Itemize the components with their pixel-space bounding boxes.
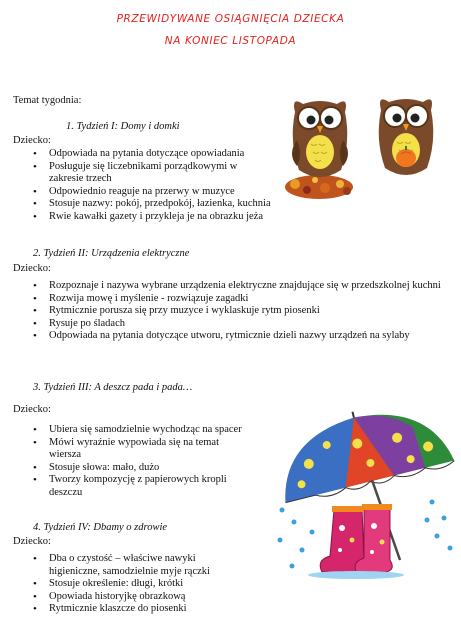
list-item: • Odpowiada na pytania dotyczące opowiadania (33, 148, 303, 161)
week-1-child-label: Dziecko: (13, 135, 51, 146)
list-item: • Mówi wyraźnie wypowiada się na temat wiersza (33, 437, 244, 462)
list-item: • Rozwija mowę i myślenie - rozwiązuje zagadki (33, 293, 453, 306)
owl-right-icon (379, 99, 434, 175)
list-item: • Ubiera się samodzielnie wychodząc na spacer (33, 424, 273, 437)
list-item: • Rwie kawałki gazety i przykleja je na obrazku jeża (33, 211, 303, 224)
umbrella-icon (272, 410, 455, 507)
list-item: • Posługuje się liczebnikami porządkowymi w zakresie trzech (33, 161, 269, 186)
week-3-heading: 3. Tydzień III: A deszcz pada i pada… (33, 382, 193, 393)
list-item: • Odpowiada na pytania dotyczące utworu, rytmicznie dzieli nazwy urządzeń na sylaby (33, 330, 453, 343)
list-item: • Rytmicznie porusza się przy muzyce i wyklaskuje rytm piosenki (33, 305, 453, 318)
autumn-leaves-icon (285, 175, 353, 199)
page-title-line-1: PRZEWIDYWANE OSIĄGNIĘCIA DZIECKA (116, 13, 345, 25)
week-4-child-label: Dziecko: (13, 536, 51, 547)
list-item: • Rytmicznie klaszcze do piosenki (33, 603, 273, 616)
owls-illustration (285, 92, 445, 200)
week-2-list (33, 280, 453, 343)
week-2-heading: 2. Tydzień II: Urządzenia elektryczne (33, 248, 190, 259)
topic-label: Temat tygodnia: (13, 95, 82, 106)
week-2-child-label: Dziecko: (13, 263, 51, 274)
list-item: • Odpowiednio reaguje na przerwy w muzyce (33, 186, 303, 199)
list-item: • Rysuje po śladach (33, 318, 453, 331)
list-item: • Rozpoznaje i nazywa wybrane urządzenia elektryczne znajdujące się w przedszkolnej kuchni (33, 280, 453, 293)
week-4-list (33, 553, 273, 616)
week-3-list (33, 424, 273, 500)
list-item: • Tworzy kompozycję z papierowych kropli deszczu (33, 474, 249, 499)
list-item: • Opowiada historyjkę obrazkową (33, 591, 273, 604)
umbrella-boots-illustration (272, 410, 457, 582)
week-1-list (33, 148, 303, 224)
rain-boots-icon (308, 504, 404, 579)
list-item: • Stosuje nazwy: pokój, przedpokój, łazienka, kuchnia (33, 198, 303, 211)
week-1-heading: 1. Tydzień I: Domy i domki (66, 121, 180, 132)
week-3-child-label: Dziecko: (13, 404, 51, 415)
list-item: • Stosuje słowa: mało, dużo (33, 462, 273, 475)
page-title-line-2: NA KONIEC LISTOPADA (164, 35, 297, 47)
owl-left-icon (292, 101, 348, 177)
list-item: • Stosuje określenie: długi, krótki (33, 578, 273, 591)
week-4-heading: 4. Tydzień IV: Dbamy o zdrowie (33, 522, 168, 533)
list-item: • Dba o czystość – właściwe nawyki higieniczne, samodzielnie myje rączki (33, 553, 234, 578)
